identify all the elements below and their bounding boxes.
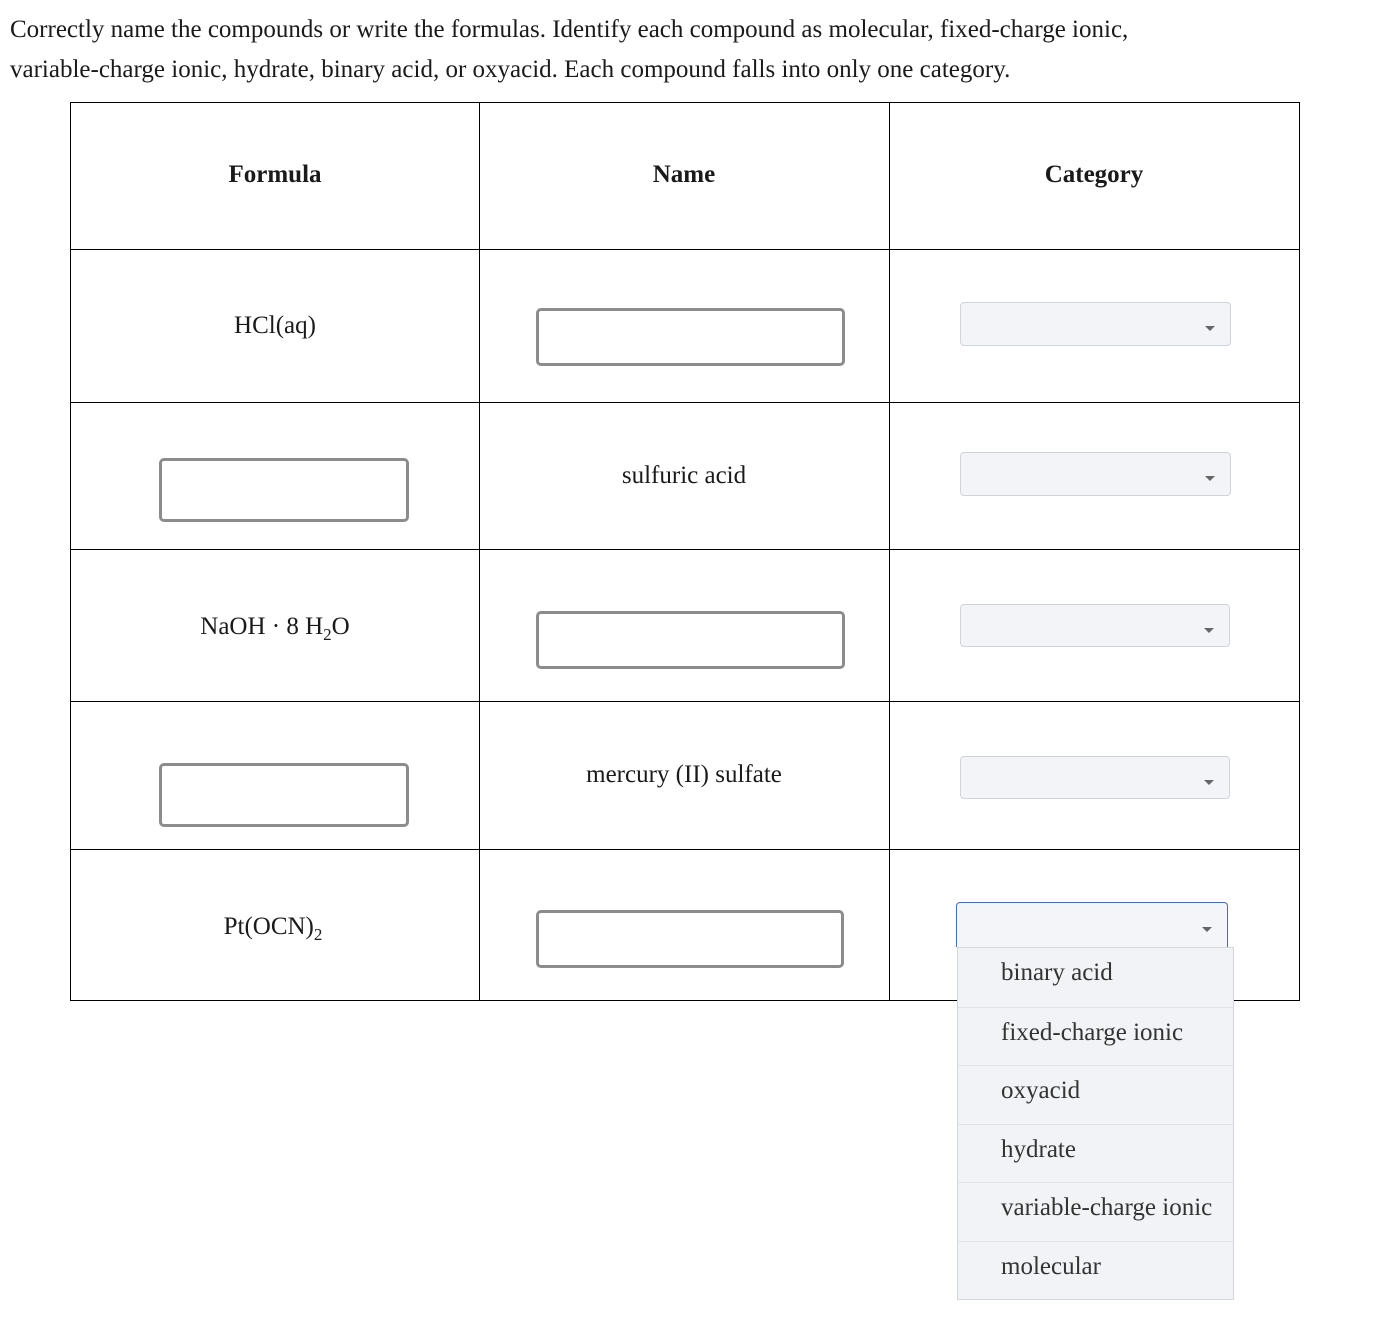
row-divider (71, 402, 1299, 403)
category-select[interactable] (960, 452, 1231, 496)
formula-subscript: 2 (323, 625, 332, 644)
formula-text (223, 913, 323, 944)
dropdown-option-fixed-charge-ionic[interactable]: fixed-charge ionic (958, 1007, 1233, 1066)
compound-table (70, 102, 1300, 1001)
category-select[interactable] (960, 302, 1231, 346)
formula-text: HCl(aq) (234, 312, 316, 339)
category-select[interactable] (960, 604, 1230, 647)
name-input[interactable] (536, 611, 845, 669)
chevron-down-icon (1205, 326, 1215, 331)
category-dropdown-list (957, 947, 1234, 1300)
chevron-down-icon (1204, 780, 1214, 785)
formula-main: Pt(OCN) (223, 913, 314, 940)
dropdown-option-variable-charge-ionic[interactable]: variable-charge ionic (958, 1182, 1233, 1241)
formula-tail: O (331, 613, 350, 640)
instructions (10, 10, 1370, 90)
formula-main: NaOH · 8 H (200, 613, 324, 640)
row-divider (71, 701, 1299, 702)
header-category: Category (1044, 161, 1144, 188)
column-divider (479, 103, 480, 1000)
formula-input[interactable] (159, 458, 409, 522)
name-text: mercury (II) sulfate (586, 761, 782, 788)
category-select[interactable] (960, 756, 1230, 799)
category-select-open[interactable] (956, 902, 1228, 947)
row-divider (71, 249, 1299, 250)
formula-text (200, 613, 350, 644)
header-name: Name (652, 161, 716, 188)
dropdown-option-oxyacid[interactable]: oxyacid (958, 1065, 1233, 1124)
column-divider (889, 103, 890, 1000)
row-divider (71, 849, 1299, 850)
formula-subscript: 2 (313, 925, 323, 944)
row-divider (71, 549, 1299, 550)
chevron-down-icon (1202, 927, 1212, 932)
dropdown-option-binary-acid[interactable]: binary acid (1001, 959, 1113, 986)
chevron-down-icon (1204, 628, 1214, 633)
chevron-down-icon (1205, 476, 1215, 481)
instructions-line-2: variable-charge ionic, hydrate, binary acid, or oxyacid. Each compound falls into only one category. (10, 56, 1011, 83)
header-formula: Formula (228, 161, 322, 188)
name-input[interactable] (536, 910, 844, 968)
name-input[interactable] (536, 308, 845, 366)
instructions-line-1: Correctly name the compounds or write the formulas. Identify each compound as molecular, fixed-charge ionic, (10, 16, 1129, 43)
formula-input[interactable] (159, 763, 409, 827)
dropdown-option-molecular[interactable]: molecular (958, 1241, 1233, 1300)
name-text: sulfuric acid (621, 462, 747, 489)
dropdown-option-hydrate[interactable]: hydrate (958, 1124, 1233, 1183)
